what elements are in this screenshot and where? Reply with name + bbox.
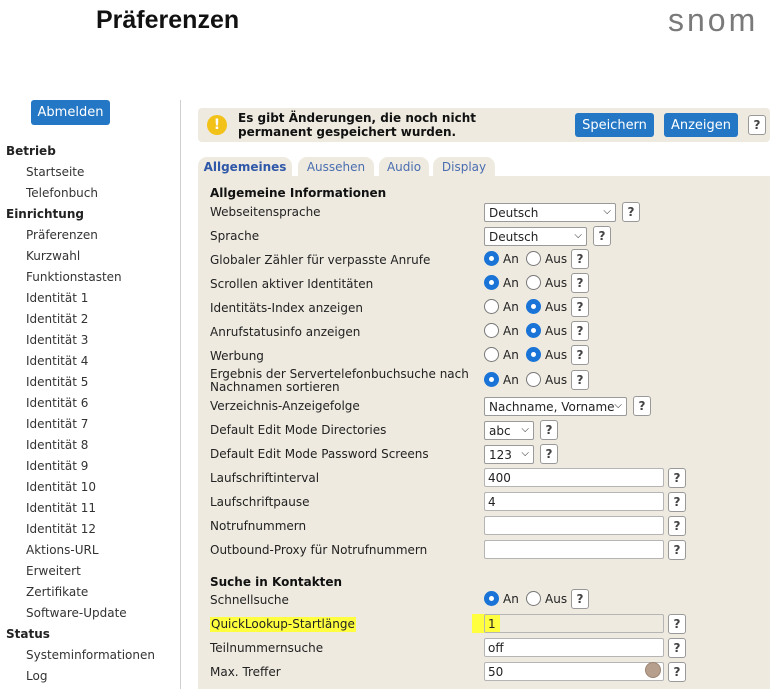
radio-missed-counter-off[interactable] bbox=[526, 251, 541, 266]
help-icon[interactable]: ? bbox=[668, 540, 686, 560]
radio-call-status-off[interactable] bbox=[526, 323, 541, 338]
sidebar-item-identitaet-10[interactable]: Identität 10 bbox=[26, 480, 97, 494]
label-scroll-identities: Scrollen aktiver Identitäten bbox=[210, 277, 374, 291]
label-max-hits: Max. Treffer bbox=[210, 665, 281, 679]
tab-display[interactable]: Display bbox=[433, 157, 495, 177]
sidebar-item-systeminformationen[interactable]: Systeminformationen bbox=[26, 648, 155, 662]
radio-call-status-on[interactable] bbox=[484, 323, 499, 338]
web-language-select[interactable]: Deutsch ⌵ bbox=[484, 203, 616, 222]
radio-label-on: An bbox=[503, 252, 519, 266]
help-icon[interactable]: ? bbox=[540, 420, 558, 440]
sidebar-item-identitaet-5[interactable]: Identität 5 bbox=[26, 375, 89, 389]
radio-sort-by-lastname-off[interactable] bbox=[526, 372, 541, 387]
radio-label-on: An bbox=[503, 373, 519, 387]
snom-logo: snom bbox=[668, 2, 759, 38]
help-icon[interactable]: ? bbox=[571, 321, 589, 341]
sidebar-divider bbox=[180, 100, 181, 689]
edit-mode-directories-select[interactable]: abc ⌵ bbox=[484, 421, 534, 440]
sidebar-item-identitaet-6[interactable]: Identität 6 bbox=[26, 396, 89, 410]
warning-icon: ! bbox=[207, 115, 227, 135]
label-edit-mode-directories: Default Edit Mode Directories bbox=[210, 423, 387, 437]
radio-scroll-identities-on[interactable] bbox=[484, 275, 499, 290]
label-directory-order: Verzeichnis-Anzeigefolge bbox=[210, 399, 360, 413]
label-quicklookup-length: QuickLookup-Startlänge bbox=[211, 617, 355, 631]
radio-sort-by-lastname-on[interactable] bbox=[484, 372, 499, 387]
partial-search-input[interactable]: off bbox=[484, 638, 664, 657]
directory-order-select[interactable]: Nachname, Vorname ⌵ bbox=[484, 397, 627, 416]
help-icon[interactable]: ? bbox=[540, 444, 558, 464]
radio-label-on: An bbox=[503, 324, 519, 338]
sidebar-item-identitaet-3[interactable]: Identität 3 bbox=[26, 333, 89, 347]
sidebar-item-kurzwahl[interactable]: Kurzwahl bbox=[26, 249, 81, 263]
save-button[interactable]: Speichern bbox=[575, 113, 654, 137]
label-sort-by-lastname: Ergebnis der Servertelefonbuchsuche nach Nachnamen sortieren bbox=[210, 367, 469, 394]
radio-label-on: An bbox=[503, 592, 519, 606]
edit-mode-password-select[interactable]: 123 ⌵ bbox=[484, 445, 534, 464]
nav-heading-betrieb: Betrieb bbox=[6, 144, 56, 158]
chevron-down-icon: ⌵ bbox=[521, 424, 529, 435]
help-icon[interactable]: ? bbox=[622, 202, 640, 222]
radio-label-on: An bbox=[503, 300, 519, 314]
ticker-pause-input[interactable]: 4 bbox=[484, 492, 664, 511]
radio-label-off: Aus bbox=[545, 252, 568, 266]
emergency-numbers-input[interactable] bbox=[484, 516, 664, 535]
label-missed-counter: Globaler Zähler für verpasste Anrufe bbox=[210, 253, 431, 267]
sidebar-item-identitaet-11[interactable]: Identität 11 bbox=[26, 501, 97, 515]
sidebar-item-log[interactable]: Log bbox=[26, 669, 48, 683]
radio-label-off: Aus bbox=[545, 276, 568, 290]
nav-heading-einrichtung: Einrichtung bbox=[6, 207, 84, 221]
label-ticker-pause: Laufschriftpause bbox=[210, 495, 310, 509]
sidebar-item-software-update[interactable]: Software-Update bbox=[26, 606, 127, 620]
label-language: Sprache bbox=[210, 229, 260, 243]
chevron-down-icon: ⌵ bbox=[574, 230, 582, 241]
help-icon[interactable]: ? bbox=[571, 297, 589, 317]
radio-label-off: Aus bbox=[545, 324, 568, 338]
unsaved-changes-text: Es gibt Änderungen, die noch nicht permanent gespeichert wurden. bbox=[238, 111, 476, 139]
help-icon[interactable]: ? bbox=[668, 662, 686, 682]
label-emergency-proxy: Outbound-Proxy für Notrufnummern bbox=[210, 543, 428, 557]
sidebar-item-funktionstasten[interactable]: Funktionstasten bbox=[26, 270, 122, 284]
help-icon[interactable]: ? bbox=[668, 492, 686, 512]
label-advertising: Werbung bbox=[210, 349, 264, 363]
sidebar-item-identitaet-4[interactable]: Identität 4 bbox=[26, 354, 89, 368]
help-icon[interactable]: ? bbox=[633, 396, 651, 416]
sidebar-item-praeferenzen[interactable]: Präferenzen bbox=[26, 228, 98, 242]
sidebar-item-aktions-url[interactable]: Aktions-URL bbox=[26, 543, 99, 557]
sidebar-item-identitaet-12[interactable]: Identität 12 bbox=[26, 522, 97, 536]
label-identity-index: Identitäts-Index anzeigen bbox=[210, 301, 363, 315]
sidebar-item-zertifikate[interactable]: Zertifikate bbox=[26, 585, 89, 599]
radio-quick-search-off[interactable] bbox=[526, 591, 541, 606]
help-icon[interactable]: ? bbox=[748, 115, 766, 135]
sidebar-item-identitaet-9[interactable]: Identität 9 bbox=[26, 459, 89, 473]
radio-label-on: An bbox=[503, 348, 519, 362]
section-title-general: Allgemeine Informationen bbox=[210, 186, 387, 200]
sidebar-item-identitaet-7[interactable]: Identität 7 bbox=[26, 417, 89, 431]
sidebar-item-telefonbuch[interactable]: Telefonbuch bbox=[26, 186, 98, 200]
radio-quick-search-on[interactable] bbox=[484, 591, 499, 606]
language-select[interactable]: Deutsch ⌵ bbox=[484, 227, 587, 246]
radio-label-on: An bbox=[503, 276, 519, 290]
section-title-contacts: Suche in Kontakten bbox=[210, 575, 343, 589]
radio-scroll-identities-off[interactable] bbox=[526, 275, 541, 290]
emergency-proxy-input[interactable] bbox=[484, 540, 664, 559]
radio-label-off: Aus bbox=[545, 348, 568, 362]
radio-label-off: Aus bbox=[545, 300, 568, 314]
label-emergency-numbers: Notrufnummern bbox=[210, 519, 307, 533]
tab-aussehen[interactable]: Aussehen bbox=[298, 157, 374, 177]
help-icon[interactable]: ? bbox=[571, 370, 589, 390]
help-icon[interactable]: ? bbox=[571, 589, 589, 609]
radio-identity-index-off[interactable] bbox=[526, 299, 541, 314]
chevron-down-icon: ⌵ bbox=[614, 400, 622, 411]
show-button[interactable]: Anzeigen bbox=[664, 113, 738, 137]
quicklookup-length-input[interactable]: 1 bbox=[484, 614, 664, 633]
label-partial-search: Teilnummernsuche bbox=[210, 641, 324, 655]
help-icon[interactable]: ? bbox=[571, 249, 589, 269]
help-icon[interactable]: ? bbox=[571, 345, 589, 365]
nav-heading-status: Status bbox=[6, 627, 50, 641]
sidebar-item-startseite[interactable]: Startseite bbox=[26, 165, 85, 179]
max-hits-input[interactable]: 50 bbox=[484, 662, 664, 681]
page-title: Präferenzen bbox=[96, 6, 240, 34]
help-icon[interactable]: ? bbox=[668, 468, 686, 488]
help-icon[interactable]: ? bbox=[668, 516, 686, 536]
sidebar-item-identitaet-1[interactable]: Identität 1 bbox=[26, 291, 89, 305]
radio-missed-counter-on[interactable] bbox=[484, 251, 499, 266]
help-icon[interactable]: ? bbox=[668, 614, 686, 634]
tab-audio[interactable]: Audio bbox=[379, 157, 429, 177]
sidebar-item-erweitert[interactable]: Erweitert bbox=[26, 564, 81, 578]
sidebar-item-identitaet-2[interactable]: Identität 2 bbox=[26, 312, 89, 326]
chevron-down-icon: ⌵ bbox=[603, 206, 611, 217]
ticker-interval-input[interactable]: 400 bbox=[484, 468, 664, 487]
avatar-icon bbox=[645, 662, 661, 678]
radio-label-off: Aus bbox=[545, 373, 568, 387]
label-ticker-interval: Laufschriftinterval bbox=[210, 471, 320, 485]
help-icon[interactable]: ? bbox=[571, 273, 589, 293]
label-web-language: Webseitensprache bbox=[210, 205, 321, 219]
radio-label-off: Aus bbox=[545, 592, 568, 606]
sidebar-item-identitaet-8[interactable]: Identität 8 bbox=[26, 438, 89, 452]
tab-allgemeines[interactable]: Allgemeines bbox=[198, 157, 292, 177]
radio-identity-index-on[interactable] bbox=[484, 299, 499, 314]
chevron-down-icon: ⌵ bbox=[521, 448, 529, 459]
help-icon[interactable]: ? bbox=[668, 638, 686, 658]
help-icon[interactable]: ? bbox=[593, 226, 611, 246]
label-call-status: Anrufstatusinfo anzeigen bbox=[210, 325, 361, 339]
radio-advertising-on[interactable] bbox=[484, 347, 499, 362]
label-edit-mode-password: Default Edit Mode Password Screens bbox=[210, 447, 429, 461]
logout-button[interactable]: Abmelden bbox=[31, 100, 110, 125]
label-quick-search: Schnellsuche bbox=[210, 593, 289, 607]
radio-advertising-off[interactable] bbox=[526, 347, 541, 362]
